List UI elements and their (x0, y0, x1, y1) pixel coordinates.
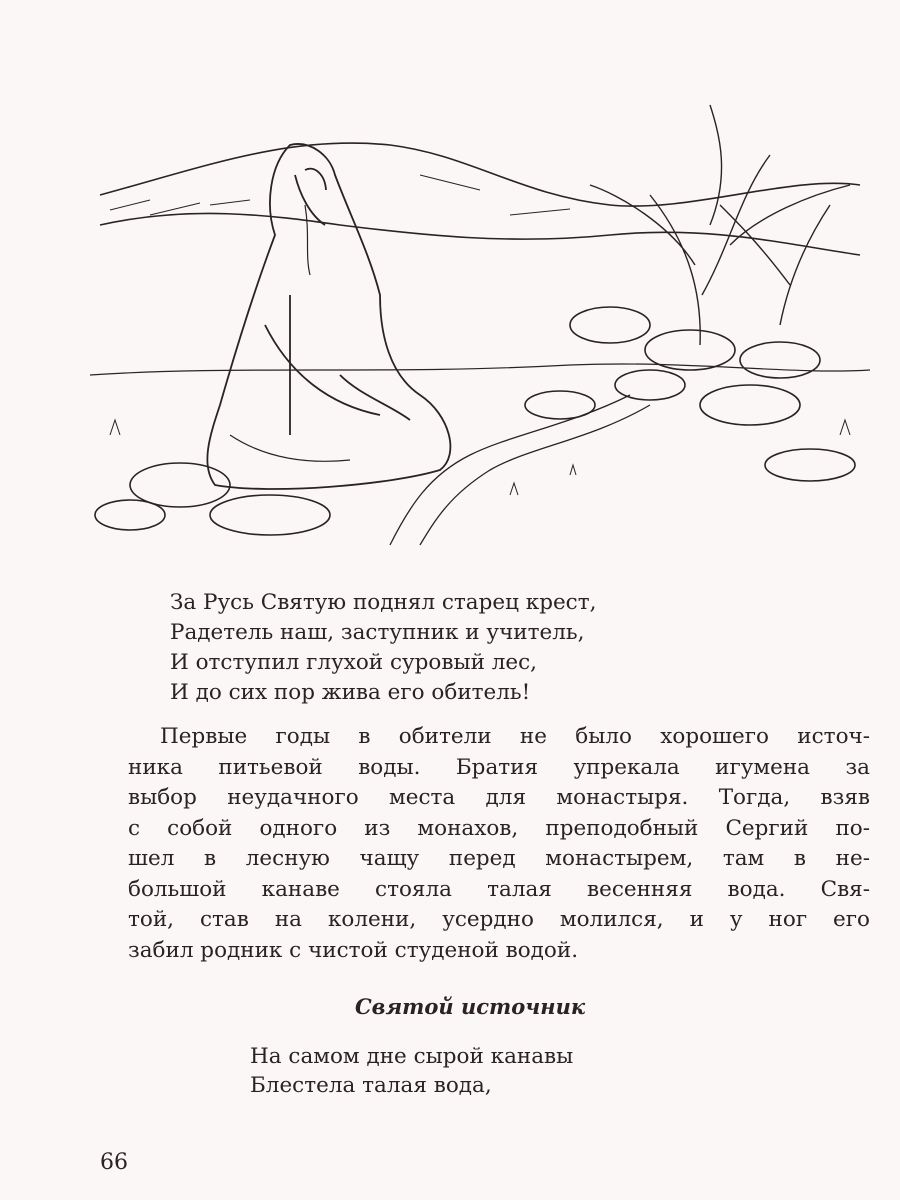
stones (95, 307, 855, 535)
paragraph-line: с собой одного из монахов, преподобный Сергий по- (128, 815, 870, 841)
monk-figure (207, 144, 450, 489)
poem-title: Святой источник (354, 994, 586, 1019)
poem-line: За Русь Святую поднял старец крест, (170, 590, 597, 615)
paragraph-line: той, став на колени, усердно молился, и у ног его (128, 907, 870, 932)
poem-stanza-2 (250, 1042, 573, 1100)
paragraph-line: забил родник с чистой студеной водой. (128, 937, 579, 963)
poem-line: И отступил глухой суровый лес, (170, 650, 538, 675)
stream (390, 395, 650, 545)
paragraph-line: Первые годы в обители не было хорошего источ- (160, 724, 870, 749)
body-paragraph (128, 722, 870, 966)
paragraph-line: шел в лесную чащу перед монастырем, там в не- (128, 846, 870, 871)
poem-line: Блестела талая вода, (250, 1073, 492, 1098)
poem-line: Радетель наш, заступник и учитель, (170, 620, 585, 645)
illustration-monk-at-spring (90, 75, 870, 550)
paragraph-line: ника питьевой воды. Братия упрекала игумена за (128, 754, 870, 780)
poem-line: На самом дне сырой канавы (250, 1044, 574, 1069)
paragraph-line: большой канаве стояла талая весенняя вода. Свя- (128, 876, 870, 902)
paragraph-line: выбор неудачного места для монастыря. Тогда, взяв (128, 785, 870, 810)
page-number: 66 (100, 1150, 128, 1175)
poem-line: И до сих пор жива его обитель! (170, 680, 531, 705)
poem-stanza-1 (170, 588, 596, 708)
